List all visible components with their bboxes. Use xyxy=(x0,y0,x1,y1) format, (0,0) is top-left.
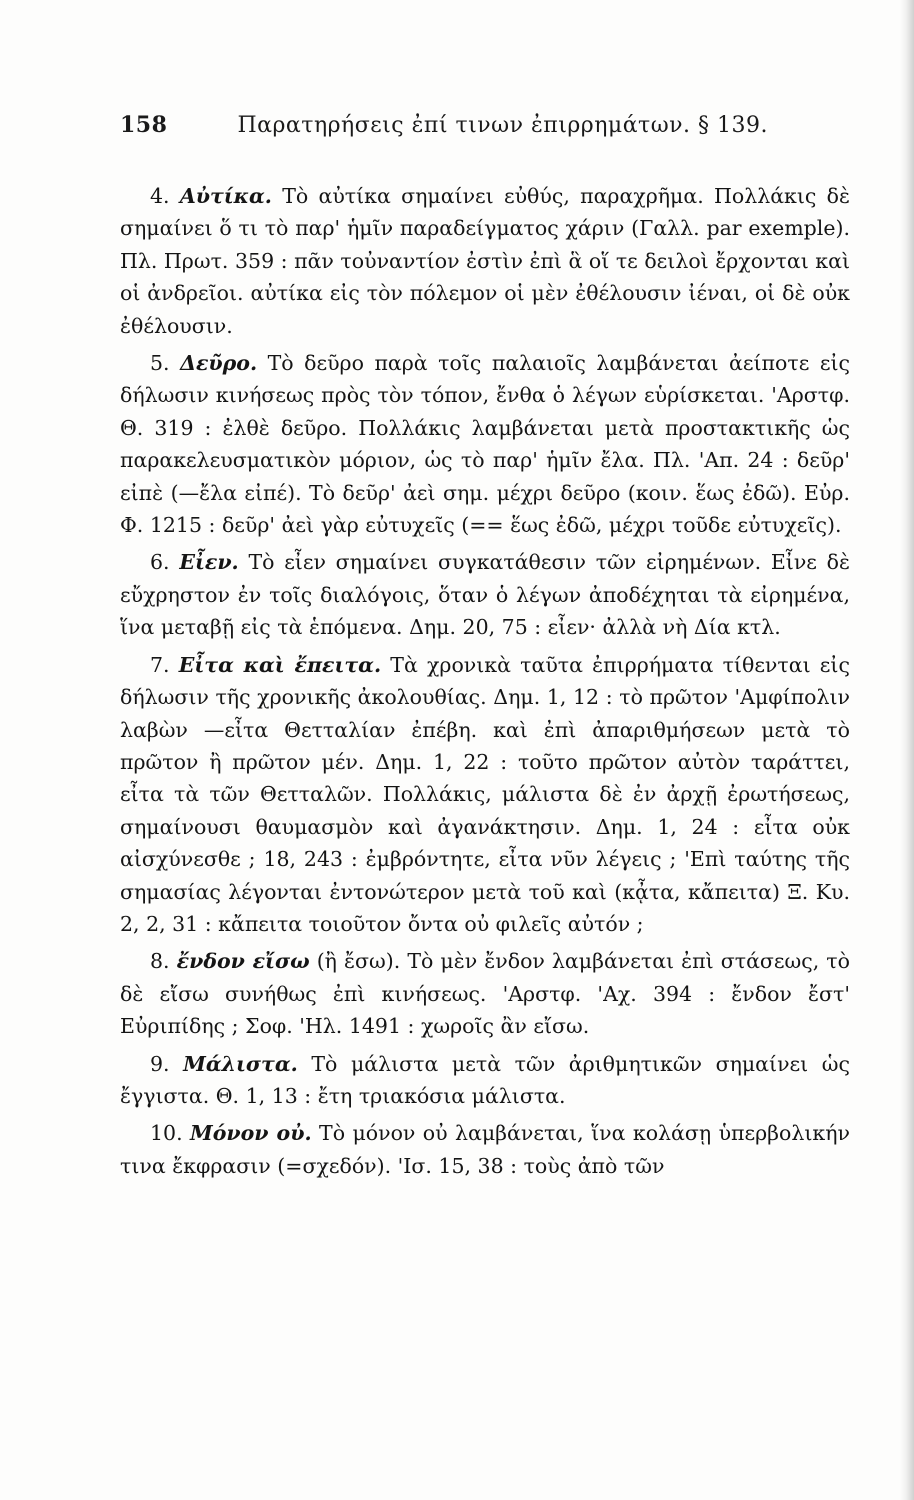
paragraph-text: Τὸ μόνον οὐ λαμβάνεται, ἵνα κολάσῃ ὑπερβολικήν τινα ἔκφρασιν (=σχεδόν). 'Ισ. 15, 38 : τοὺς ἀπὸ τῶν xyxy=(120,1121,850,1178)
paragraph-text: Τὸ εἶεν σημαίνει συγκατάθεσιν τῶν εἰρημένων. Εἶνε δὲ εὔχρηστον ἐν τοῖς διαλόγοις, ὅταν ὁ λέγων ἀποδέχηται τὰ εἰρημένα, ἵνα μεταβῇ εἰς τὰ ἑπόμενα. Δημ. 20, 75 : εἶεν· ἀλλὰ νὴ Δία κτλ. xyxy=(120,550,850,640)
paragraph-headword: Μάλιστα. xyxy=(183,1051,298,1076)
page-edge-shadow xyxy=(900,0,914,1500)
paragraph-number: 9. xyxy=(150,1051,170,1076)
paragraph-text: (ἢ ἔσω). Τὸ μὲν ἔνδον λαμβάνεται ἐπὶ στάσεως, τὸ δὲ εἴσω συνήθως ἐπὶ κινήσεως. 'Αρστφ. 'Αχ. 394 : ἔνδον ἔστ' Εὐριπίδης ; Σοφ. 'Ηλ. 1491 : χωροῖς ἂν εἴσω. xyxy=(120,949,850,1039)
paragraph-number: 7. xyxy=(150,652,170,677)
running-header xyxy=(120,112,820,138)
page-number: 158 xyxy=(120,112,168,138)
paragraph-number: 4. xyxy=(150,184,170,208)
paragraph-headword: Εἶεν. xyxy=(179,550,239,575)
paragraph-text: Τὸ δεῦρο παρὰ τοῖς παλαιοῖς λαμβάνεται ἀείποτε εἰς δήλωσιν κινήσεως πρὸς τὸν τόπον, ἔνθα ὁ λέγων εὑρίσκεται. 'Αρστφ. Θ. 319 : ἐλθὲ δεῦρο. Πολλάκις λαμβάνεται μετὰ προστακτικῆς ὡς παρακελευσματικὸν μόριον, ὡς τὸ παρ' ἡμῖν ἔλα. Πλ. 'Απ. 24 : δεῦρ' εἰπὲ (—ἔλα εἰπέ). Τὸ δεῦρ' ἀεὶ σημ. μέχρι δεῦρο (κοιν. ἕως ἐδῶ). Εὐρ. Φ. 1215 : δεῦρ' ἀεὶ γὰρ εὐτυχεῖς (== ἕως ἐδῶ, μέχρι τοῦδε εὐτυχεῖς). xyxy=(120,351,850,538)
paragraph-5 xyxy=(120,347,850,541)
paragraph-7 xyxy=(120,649,850,941)
paragraph-headword: Δεῦρο. xyxy=(180,351,258,376)
body-text xyxy=(120,180,850,1187)
paragraph-headword: ἔνδον εἴσω xyxy=(176,949,310,974)
paragraph-10 xyxy=(120,1117,850,1182)
paragraph-9 xyxy=(120,1048,850,1113)
paragraph-number: 5. xyxy=(150,351,170,376)
paragraph-6 xyxy=(120,546,850,643)
paragraph-headword: Εἶτα καὶ ἔπειτα. xyxy=(178,652,382,677)
paragraph-headword: Αὐτίκα. xyxy=(179,184,272,208)
paragraph-text: Τὸ μάλιστα μετὰ τῶν ἀριθμητικῶν σημαίνει ὡς ἔγγιστα. Θ. 1, 13 : ἔτη τριακόσια μάλιστα. xyxy=(120,1051,850,1108)
paragraph-text: Τὰ χρονικὰ ταῦτα ἐπιρρήματα τίθενται εἰς δήλωσιν τῆς χρονικῆς ἀκολουθίας. Δημ. 1, 12 : τὸ πρῶτον 'Αμφίπολιν λαβὼν —εἶτα Θετταλίαν ἐπέβη. καὶ ἐπὶ ἀπαριθμήσεων μετὰ τὸ πρῶτον ἢ πρῶτον μέν. Δημ. 1, 22 : τοῦτο πρῶτον αὐτὸν ταράττει, εἶτα τὰ τῶν Θετταλῶν. Πολλάκις, μάλιστα δὲ ἐν ἀρχῇ ἐρωτήσεως, σημαίνουσι θαυμασμὸν καὶ ἀγανάκτησιν. Δημ. 1, 24 : εἶτα οὐκ αἰσχύνεσθε ; 18, 243 : ἐμβρόντητε, εἶτα νῦν λέγεις ; 'Επὶ ταύτης τῆς σημασίας λέγονται ἐντονώτερον μετὰ τοῦ καὶ (κᾆτα, κἄπειτα) Ξ. Κυ. 2, 2, 31 : κἄπειτα τοιοῦτον ὄντα οὐ φιλεῖς αὐτόν ; xyxy=(120,652,850,936)
paragraph-headword: Μόνον οὐ. xyxy=(190,1121,312,1146)
running-title: Παρατηρήσεις ἐπί τινων ἐπιρρημάτων. § 139. xyxy=(237,113,768,138)
paragraph-8 xyxy=(120,945,850,1042)
paragraph-4 xyxy=(120,180,850,342)
paragraph-text: Τὸ αὐτίκα σημαίνει εὐθύς, παραχρῆμα. Πολλάκις δὲ σημαίνει ὅ τι τὸ παρ' ἡμῖν παραδείγματος χάριν (Γαλλ. par exemple). Πλ. Πρωτ. 359 : πᾶν τοὐναντίον ἐστὶν ἐπὶ ἃ οἵ τε δειλοὶ ἔρχονται καὶ οἱ ἀνδρεῖοι. αὐτίκα εἰς τὸν πόλεμον οἱ μὲν ἐθέλουσιν ἰέναι, οἱ δὲ οὐκ ἐθέλουσιν. xyxy=(120,184,850,338)
paragraph-number: 10. xyxy=(150,1121,183,1146)
paragraph-number: 8. xyxy=(150,949,170,974)
paragraph-number: 6. xyxy=(150,550,170,575)
